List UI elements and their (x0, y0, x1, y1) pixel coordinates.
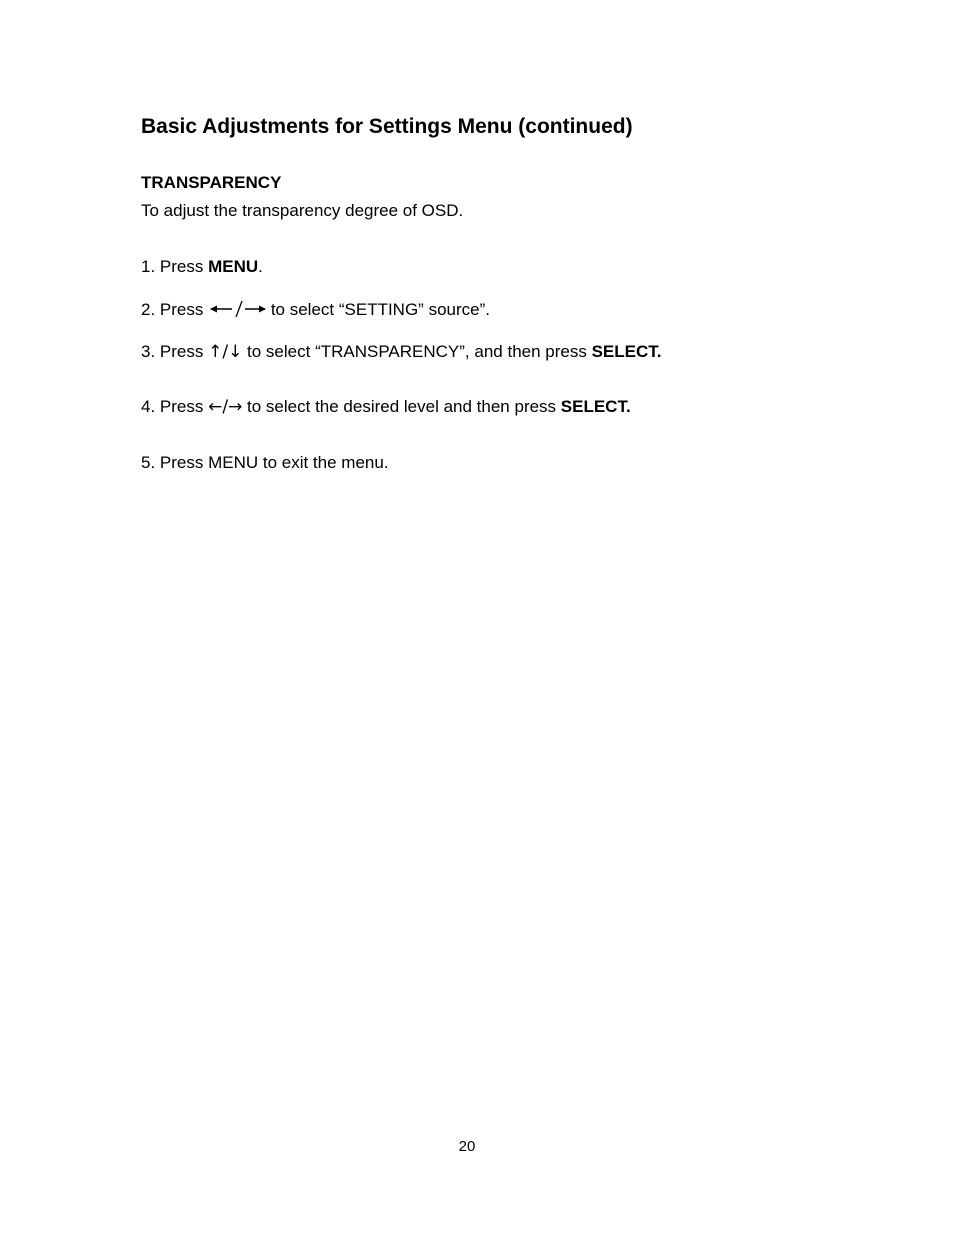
step-4-middle: to select the desired level and then press (242, 397, 561, 416)
page-title: Basic Adjustments for Settings Menu (continued) (141, 115, 633, 138)
step-5: 5. Press MENU to exit the menu. (141, 453, 389, 472)
section-heading: TRANSPARENCY (141, 173, 282, 192)
step-2 (141, 299, 490, 324)
step-3-middle: to select “TRANSPARENCY”, and then press (242, 342, 592, 361)
step-2-suffix: to select “SETTING” source”. (266, 300, 490, 319)
step-3-key: SELECT. (591, 342, 662, 361)
step-1-key: MENU (208, 257, 259, 276)
step-1-prefix: 1. Press (141, 257, 209, 276)
step-2-prefix: 2. Press (141, 300, 209, 319)
step-4-prefix: 4. Press (141, 397, 209, 416)
step-4-key: SELECT. (560, 397, 631, 416)
step-1-suffix: . (258, 257, 263, 276)
page-number: 20 (458, 1138, 476, 1155)
section-description: To adjust the transparency degree of OSD. (141, 201, 464, 220)
step-1 (141, 256, 263, 278)
step-3-prefix: 3. Press (141, 342, 209, 361)
up-down-arrows-icon: ↑/↓ (208, 342, 243, 362)
step-4 (141, 396, 631, 418)
left-right-arrows-icon (208, 300, 266, 324)
step-3 (141, 341, 661, 363)
left-right-arrows-text-icon: ←/→ (208, 397, 243, 417)
